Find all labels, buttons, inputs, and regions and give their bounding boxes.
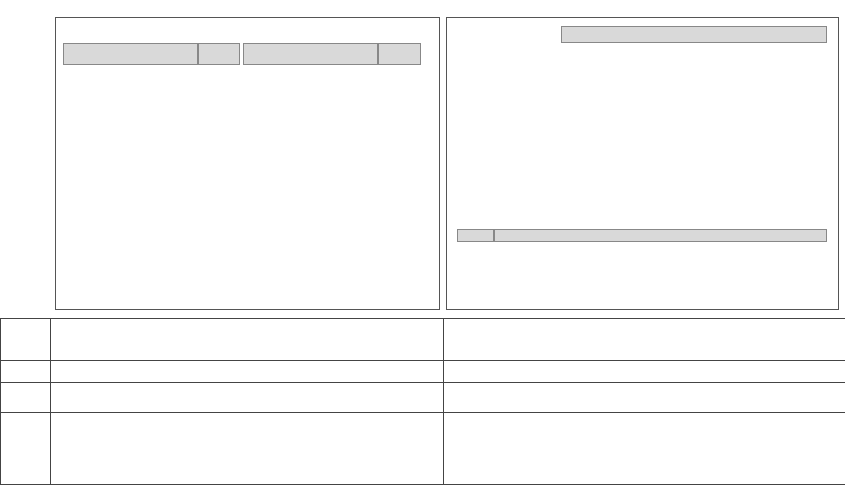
a-general-table (243, 43, 421, 65)
b-header (561, 26, 827, 43)
a-company-title (205, 0, 275, 16)
evaluator-b (444, 413, 845, 485)
a-points-header (198, 43, 240, 65)
process-a (51, 383, 444, 413)
comparison-table (0, 318, 845, 485)
b-total-corner (457, 229, 494, 242)
process-b (444, 383, 845, 413)
evaluator-a (51, 413, 444, 485)
type-label (1, 319, 51, 361)
period-b (444, 361, 845, 383)
b-criteria-header (494, 229, 827, 242)
type-b (444, 319, 845, 361)
a-mgmt-table (63, 43, 240, 65)
evaluator-label (1, 413, 51, 485)
process-label (1, 383, 51, 413)
b-total-table (457, 229, 827, 242)
b-panel (446, 17, 839, 310)
type-a (51, 319, 444, 361)
a-points-header-2 (378, 43, 421, 65)
a-general-header (243, 43, 378, 65)
period-a (51, 361, 444, 383)
b-company-title (615, 0, 685, 16)
a-mgmt-header (63, 43, 198, 65)
period-label (1, 361, 51, 383)
